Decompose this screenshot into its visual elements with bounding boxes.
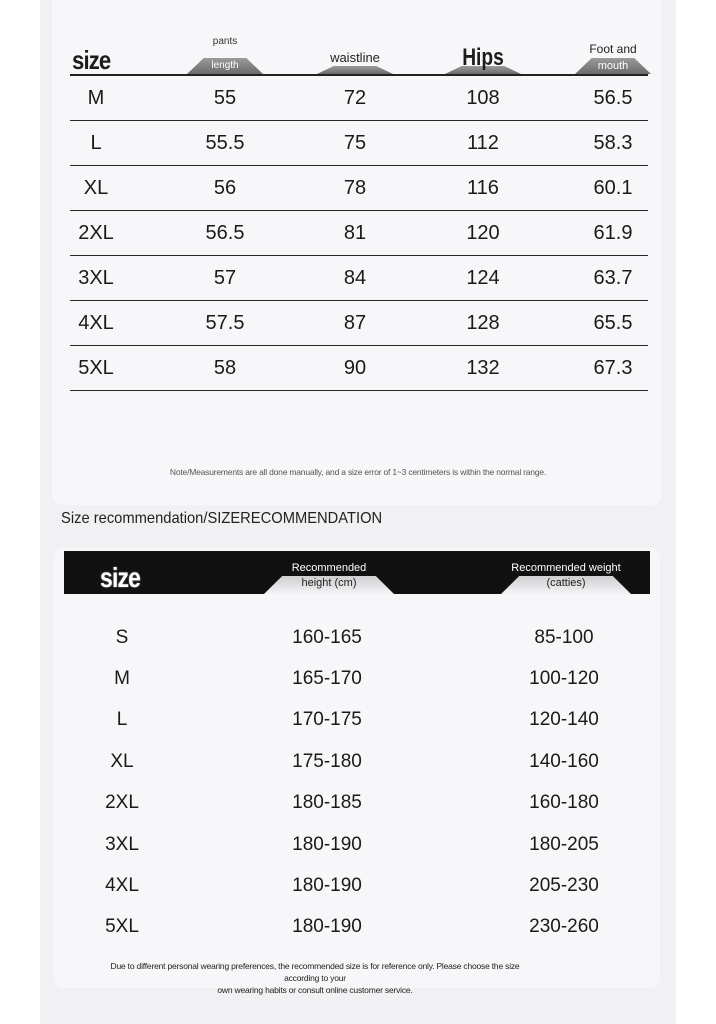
table-row: 2XL 56.5 81 120 61.9 (70, 211, 648, 256)
table-row: 5XL 180-190 230-260 (105, 916, 599, 937)
hips-header: Hips (443, 36, 523, 74)
table-row: XL 56 78 116 60.1 (70, 166, 648, 211)
table-row: 2XL 180-185 160-180 (105, 792, 599, 813)
table-row: 4XL 180-190 205-230 (105, 875, 599, 896)
recommendation-table-header (64, 551, 650, 594)
table-row: M 165-170 100-120 (114, 668, 599, 689)
table-row: 3XL 180-190 180-205 (105, 834, 599, 855)
size-header: size (100, 562, 141, 593)
size-header: size (72, 45, 111, 75)
pants-length-header: pants length (185, 36, 265, 74)
waistline-header: waistline (315, 36, 395, 74)
measurement-note: Note/Measurements are all done manually, and a size error of 1~3 centimeters is within the normal range. (169, 467, 547, 477)
table-row: 3XL 57 84 124 63.7 (70, 256, 648, 301)
foot-mouth-header: Foot and mouth (573, 36, 653, 74)
table-row: M 55 72 108 56.5 (70, 76, 648, 121)
section-title: Size recommendation/SIZERECOMMENDATION (61, 510, 383, 527)
recommendation-note: Due to different personal wearing preferences, the recommended size is for reference only. Please choose the size according to your own wearing habits or consult online customer service. (110, 961, 520, 995)
table-row: S 160-165 85-100 (115, 627, 594, 648)
table-row: 4XL 57.5 87 128 65.5 (70, 301, 648, 346)
weight-header: Recommended weight (catties) (501, 551, 631, 594)
measurement-table (70, 36, 648, 391)
header-tab-shape (317, 66, 393, 74)
table-row: XL 175-180 140-160 (110, 751, 599, 772)
table-row: 5XL 58 90 132 67.3 (70, 346, 648, 391)
table-row: L 170-175 120-140 (116, 709, 599, 730)
table-row: L 55.5 75 112 58.3 (70, 121, 648, 166)
height-header: Recommended height (cm) (264, 551, 394, 594)
measurement-table-header (70, 36, 648, 76)
